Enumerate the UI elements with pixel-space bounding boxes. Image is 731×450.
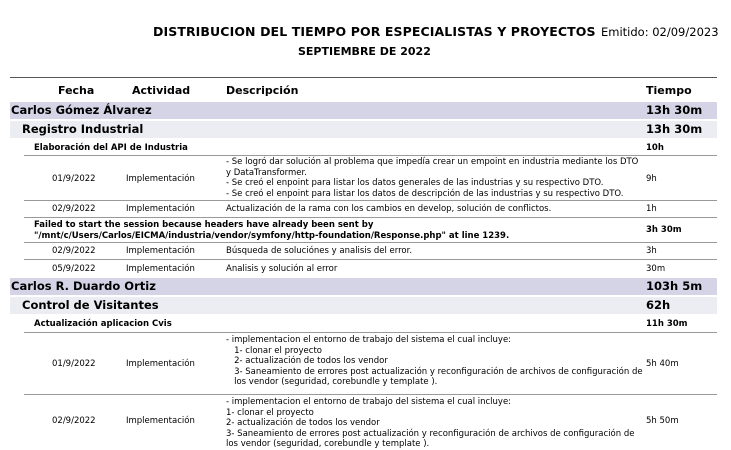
task-total: 3h 30m <box>646 225 682 235</box>
employee-name: Carlos Gómez Álvarez <box>11 103 152 117</box>
entry-fecha: 02/9/2022 <box>52 416 96 426</box>
entry-fecha: 02/9/2022 <box>52 204 96 214</box>
project-name: Control de Visitantes <box>22 298 159 312</box>
task-name: Elaboración del API de Industria <box>34 143 188 153</box>
row-divider <box>24 217 717 218</box>
employee-total: 103h 5m <box>646 279 703 293</box>
entry-descripcion: Actualización de la rama con los cambios en develop, solución de conflictos. <box>226 204 552 214</box>
entry-descripcion: - Se logró dar solución al problema que impedía crear un empoint en industria mediante los DTO y DataTransformer. - Se creó el enpoint para listar los datos generales de las industrias y su respectivo DTO. - Se creó el enpoint para listar los datos de descripción de las industrias y su respectivo DTO. <box>226 157 639 199</box>
entry-tiempo: 30m <box>646 264 666 274</box>
project-total: 62h <box>646 298 671 312</box>
column-header-descripcion: Descripción <box>226 84 299 97</box>
employee-row <box>10 278 717 295</box>
report-title: DISTRIBUCION DEL TIEMPO POR ESPECIALISTAS Y PROYECTOS <box>153 24 596 39</box>
task-total: 11h 30m <box>646 319 688 329</box>
entry-descripcion: Búsqueda de soluciónes y analisis del error. <box>226 246 413 256</box>
entry-tiempo: 5h 50m <box>646 416 679 426</box>
entry-tiempo: 5h 40m <box>646 359 679 369</box>
header-divider <box>10 77 717 78</box>
task-total: 10h <box>646 143 664 153</box>
entry-actividad: Implementación <box>126 246 195 256</box>
entry-fecha: 01/9/2022 <box>52 359 96 369</box>
task-name: Actualización aplicacion Cvis <box>34 319 172 329</box>
project-row <box>10 121 717 138</box>
project-row <box>10 297 717 314</box>
row-divider <box>24 394 717 395</box>
entry-descripcion: Analisis y solución al error <box>226 264 338 274</box>
employee-name: Carlos R. Duardo Ortiz <box>11 279 156 293</box>
entry-actividad: Implementación <box>126 416 195 426</box>
entry-tiempo: 1h <box>646 204 657 214</box>
row-divider <box>24 332 717 333</box>
entry-fecha: 01/9/2022 <box>52 174 96 184</box>
entry-actividad: Implementación <box>126 204 195 214</box>
row-divider <box>24 155 717 156</box>
column-header-actividad: Actividad <box>132 84 191 97</box>
entry-fecha: 05/9/2022 <box>52 264 96 274</box>
report-subtitle: SEPTIEMBRE DE 2022 <box>298 45 431 58</box>
entry-descripcion: - implementacion el entorno de trabajo del sistema el cual incluye: 1- clonar el proyecto 2- actualización de todos los vendor 3- Saneamiento de errores post actualización y reconfiguración de archivos de configuración de los vendor (seguridad, corebundle y template ). <box>226 335 643 387</box>
task-row <box>10 316 717 333</box>
entry-actividad: Implementación <box>126 174 195 184</box>
row-divider <box>24 242 717 243</box>
entry-descripcion: - implementacion el entorno de trabajo del sistema el cual incluye: 1- clonar el proyecto 2- actualización de todos los vendor 3- Saneamiento de errores post actualización y reconfiguración de archivos de configuración de los vendor (seguridad, corebundle y template ). <box>226 397 635 449</box>
project-total: 13h 30m <box>646 122 703 136</box>
task-name: Failed to start the session because headers have already been sent by "/mnt/c/Users/Carlos/EICMA/industria/vendor/symfony/http-foundation/Response.php" at line 1239. <box>34 220 510 241</box>
task-row <box>10 220 717 242</box>
entry-fecha: 02/9/2022 <box>52 246 96 256</box>
entry-tiempo: 3h <box>646 246 657 256</box>
project-name: Registro Industrial <box>22 122 144 136</box>
entry-tiempo: 9h <box>646 174 657 184</box>
row-divider <box>24 259 717 260</box>
emitted-date: Emitido: 02/09/2023 <box>601 25 719 39</box>
row-divider <box>24 200 717 201</box>
column-header-fecha: Fecha <box>58 84 95 97</box>
employee-total: 13h 30m <box>646 103 703 117</box>
employee-row <box>10 102 717 119</box>
column-header-tiempo: Tiempo <box>646 84 692 97</box>
entry-actividad: Implementación <box>126 264 195 274</box>
entry-actividad: Implementación <box>126 359 195 369</box>
